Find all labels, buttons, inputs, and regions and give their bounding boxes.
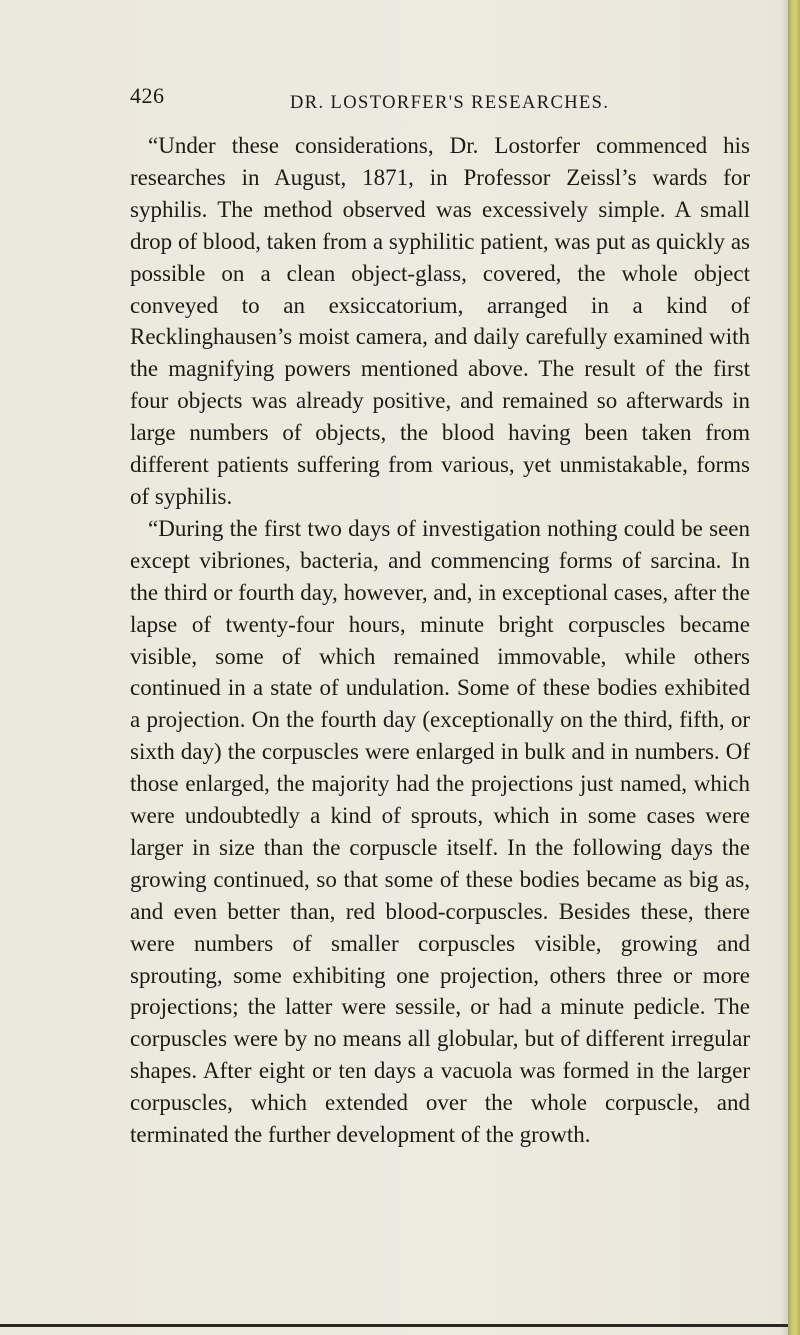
running-title: DR. LOSTORFER'S RESEARCHES. — [290, 93, 610, 113]
page-number: 426 — [130, 83, 165, 108]
paragraph: “Under these considerations, Dr. Lostorfer commenced his researches in August, 1871, in Professor Zeissl’s wards for syphilis. The method observed was excessively simple. A small drop of blood, taken from a syphilitic patient, was put as quickly as possible on a clean object-glass, covered, the whole object conveyed to an exsiccatorium, arranged in a kind of Recklinghausen’s moist camera, and daily carefully examined with the magnifying powers mentioned above. The result of the first four objects was already positive, and remained so afterwards in large numbers of objects, the blood having been taken from different patients suffering from various, yet unmistakable, forms of syphilis. — [130, 133, 750, 509]
body-text — [130, 130, 750, 1151]
binding-edge — [788, 0, 800, 1335]
paragraph: “During the first two days of investigation nothing could be seen except vibriones, bacteria, and commencing forms of sarcina. In the third or fourth day, however, and, in exceptional cases, after the lapse of twenty-four hours, minute bright corpuscles became visible, some of which remained immovable, while others continued in a state of undulation. Some of these bodies exhibited a projection. On the fourth day (exceptionally on the third, fifth, or sixth day) the corpuscles were enlarged in bulk and in numbers. Of those enlarged, the majority had the projections just named, which were undoubtedly a kind of sprouts, which in some cases were larger in size than the corpuscle itself. In the following days the growing continued, so that some of these bodies became as big as, and even better than, red blood-corpuscles. Besides these, there were numbers of smaller corpuscles visible, growing and sprouting, some exhibiting one projection, others three or more projections; the latter were sessile, or had a minute pedicle. The corpuscles were by no means all globular, but of different irregular shapes. After eight or ten days a vacuola was formed in the larger corpuscles, which extended over the whole corpuscle, and terminated the further development of the growth. — [130, 515, 750, 1148]
page-header — [130, 83, 730, 123]
gutter-shadow — [780, 0, 788, 1335]
page-bottom-edge — [0, 1324, 788, 1327]
